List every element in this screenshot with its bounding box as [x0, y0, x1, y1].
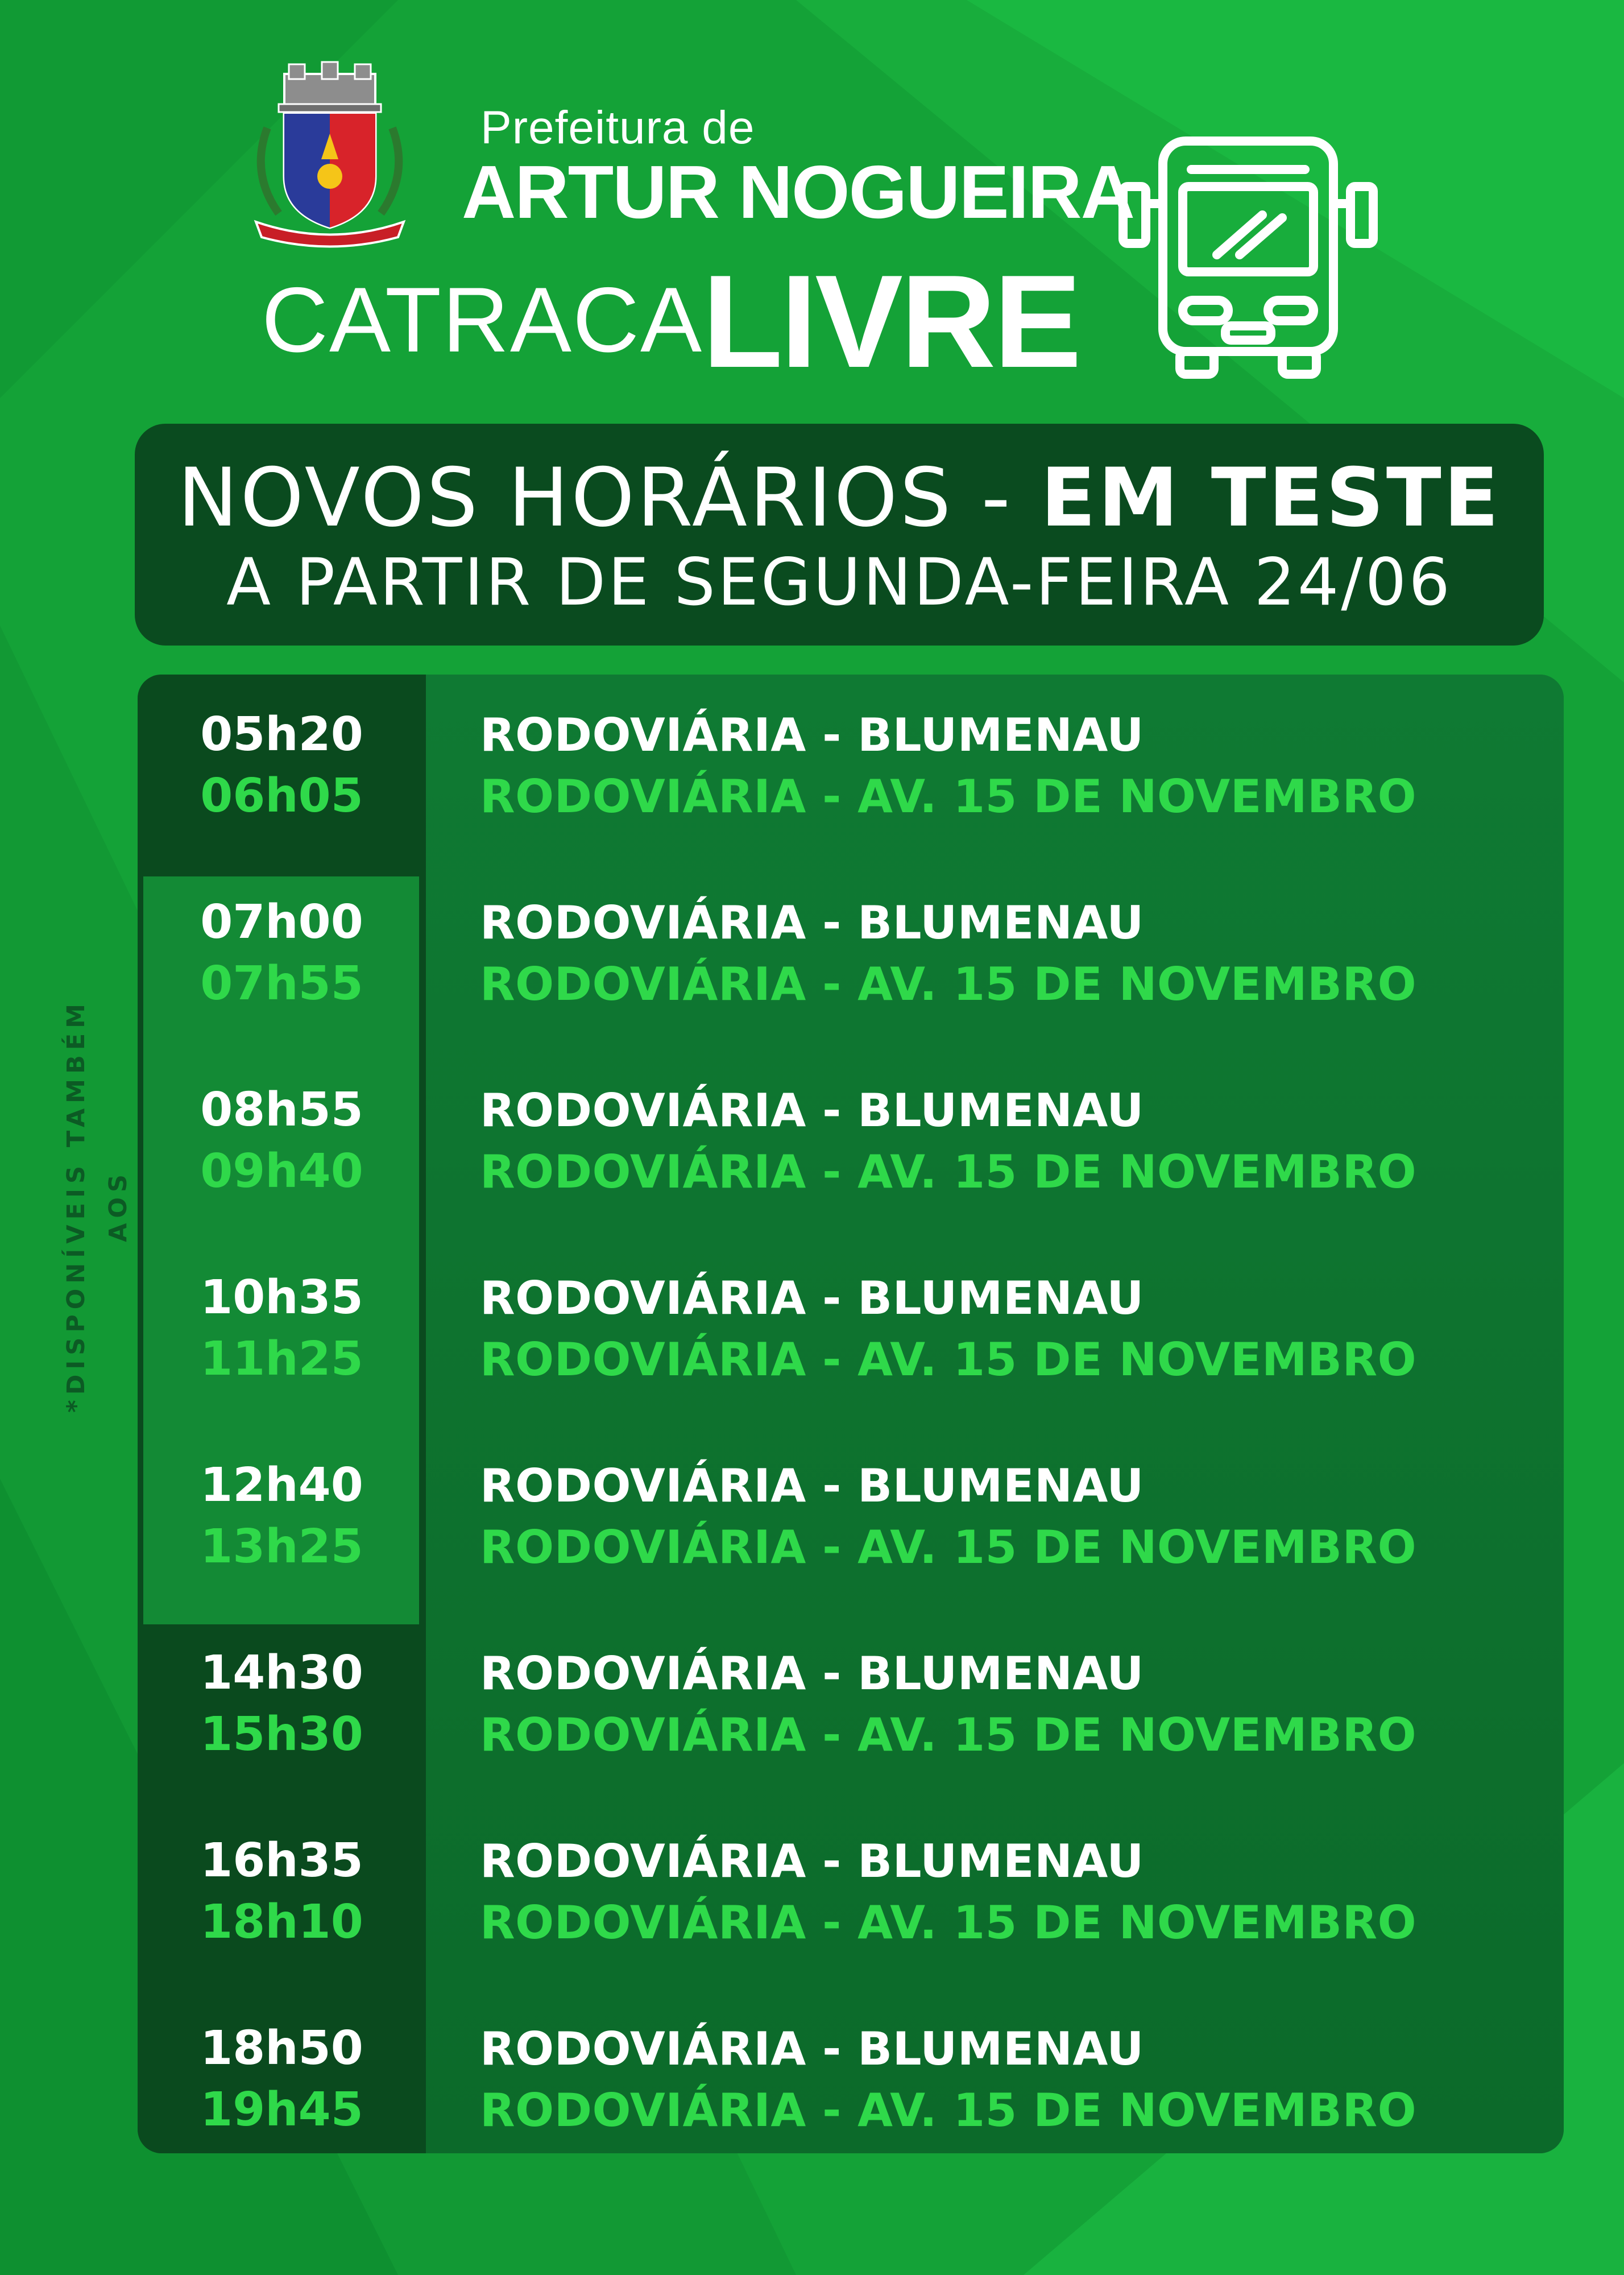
notice-date: A PARTIR DE SEGUNDA-FEIRA 24/06: [226, 544, 1452, 620]
route-blumenau: RODOVIÁRIA - BLUMENAU: [480, 1647, 1144, 1700]
schedule-row: [138, 1613, 1564, 1801]
schedule-row: [138, 1050, 1564, 1238]
departure-time-alt: 13h25: [200, 1520, 363, 1574]
departure-time-alt: 18h10: [200, 1895, 363, 1949]
departure-time: 10h35: [200, 1271, 363, 1325]
prefeitura-label: Prefeitura de: [480, 102, 755, 154]
schedule-row: [138, 1238, 1564, 1425]
route-blumenau: RODOVIÁRIA - BLUMENAU: [480, 1272, 1144, 1325]
route-blumenau: RODOVIÁRIA - BLUMENAU: [480, 1459, 1144, 1512]
departure-time: 16h35: [200, 1834, 363, 1888]
route-av-15-novembro: RODOVIÁRIA - AV. 15 DE NOVEMBRO: [480, 1521, 1417, 1574]
program-title-catraca: CATRACA: [262, 268, 703, 371]
route-blumenau: RODOVIÁRIA - BLUMENAU: [480, 709, 1144, 762]
bus-front-icon: [1117, 135, 1379, 380]
departure-time-alt: 11h25: [200, 1332, 363, 1386]
notice-title: NOVOS HORÁRIOS - EM TESTE: [177, 451, 1501, 545]
route-av-15-novembro: RODOVIÁRIA - AV. 15 DE NOVEMBRO: [480, 2084, 1417, 2137]
departure-time: 14h30: [200, 1646, 363, 1700]
notice-title-emphasis: EM TESTE: [1041, 451, 1501, 545]
departure-time-alt: 19h45: [200, 2083, 363, 2137]
departure-time: 07h00: [200, 895, 363, 949]
route-av-15-novembro: RODOVIÁRIA - AV. 15 DE NOVEMBRO: [480, 1145, 1417, 1198]
route-blumenau: RODOVIÁRIA - BLUMENAU: [480, 1084, 1144, 1137]
departure-time-alt: 07h55: [200, 957, 363, 1011]
weekend-availability-note: *DISPONÍVEIS TAMBÉM AOS: [62, 999, 132, 1413]
departure-time: 12h40: [200, 1458, 363, 1512]
route-blumenau: RODOVIÁRIA - BLUMENAU: [480, 896, 1144, 949]
notice-box: [135, 424, 1544, 646]
departure-time: 18h50: [200, 2021, 363, 2075]
departure-time-alt: 15h30: [200, 1707, 363, 1761]
schedule-row: [138, 1988, 1564, 2153]
route-av-15-novembro: RODOVIÁRIA - AV. 15 DE NOVEMBRO: [480, 958, 1417, 1011]
city-name: ARTUR NOGUEIRA: [462, 150, 1134, 234]
route-av-15-novembro: RODOVIÁRIA - AV. 15 DE NOVEMBRO: [480, 1896, 1417, 1949]
departure-time: 08h55: [200, 1083, 363, 1137]
route-blumenau: RODOVIÁRIA - BLUMENAU: [480, 2022, 1144, 2075]
city-crest-icon: [245, 60, 415, 250]
route-av-15-novembro: RODOVIÁRIA - AV. 15 DE NOVEMBRO: [480, 1709, 1417, 1761]
schedule-table: [138, 675, 1564, 2153]
departure-time: 05h20: [200, 708, 363, 762]
departure-time-alt: 09h40: [200, 1144, 363, 1198]
route-av-15-novembro: RODOVIÁRIA - AV. 15 DE NOVEMBRO: [480, 1333, 1417, 1386]
schedule-row: [138, 862, 1564, 1050]
departure-time-alt: 06h05: [200, 769, 363, 823]
schedule-row: [138, 675, 1564, 862]
schedule-row: [138, 1801, 1564, 1988]
schedule-row: [138, 1425, 1564, 1613]
program-title-livre: LIVRE: [702, 248, 1080, 395]
route-blumenau: RODOVIÁRIA - BLUMENAU: [480, 1835, 1144, 1888]
route-av-15-novembro: RODOVIÁRIA - AV. 15 DE NOVEMBRO: [480, 770, 1417, 823]
